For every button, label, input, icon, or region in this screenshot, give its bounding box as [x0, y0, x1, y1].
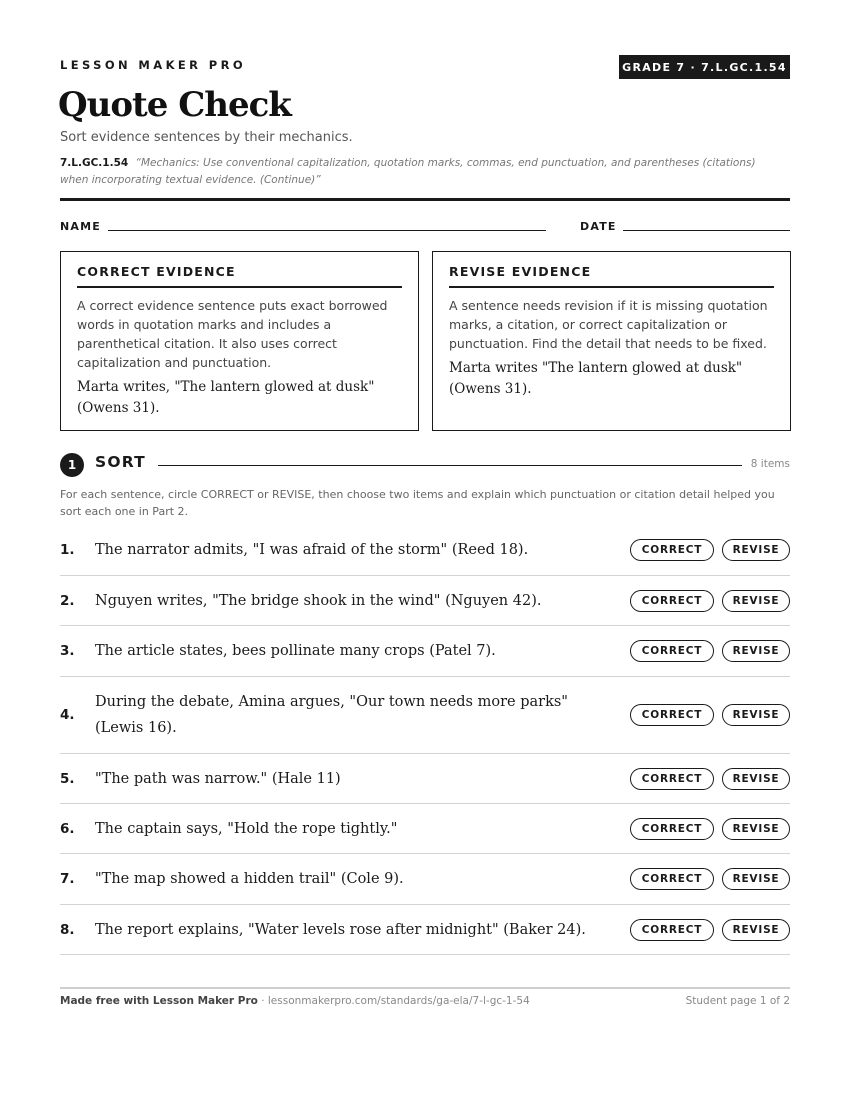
header-divider [60, 198, 790, 201]
item-number: 2. [60, 592, 75, 609]
brand-name: LESSON MAKER PRO [60, 58, 247, 72]
list-item [60, 804, 790, 854]
correct-evidence-box [60, 251, 419, 431]
item-choices [630, 818, 790, 840]
list-item [60, 626, 790, 677]
revise-button[interactable]: REVISE [722, 818, 790, 840]
item-number: 5. [60, 770, 75, 787]
correct-button[interactable]: CORRECT [630, 919, 714, 941]
revise-button[interactable]: REVISE [722, 704, 790, 726]
page-subtitle: Sort evidence sentences by their mechanics. [60, 130, 353, 145]
correct-button[interactable]: CORRECT [630, 818, 714, 840]
correct-button[interactable]: CORRECT [630, 768, 714, 790]
correct-evidence-example: Marta writes, "The lantern glowed at dusk" (Owens 31). [77, 379, 375, 416]
revise-button[interactable]: REVISE [722, 590, 790, 612]
item-sentence: "The path was narrow." (Hale 11) [95, 770, 341, 787]
item-number: 4. [60, 707, 75, 723]
grade-badge: GRADE 7 · 7.L.GC.1.54 [619, 55, 790, 79]
name-label: NAME [60, 220, 101, 233]
sentence-list [60, 525, 790, 955]
item-choices [630, 590, 790, 612]
list-item [60, 905, 790, 955]
item-number: 8. [60, 921, 75, 938]
item-number: 7. [60, 871, 75, 887]
revise-evidence-box [432, 251, 791, 431]
item-choices [630, 640, 790, 662]
item-sentence: "The map showed a hidden trail" (Cole 9). [95, 871, 404, 887]
list-item [60, 576, 790, 626]
list-item [60, 754, 790, 804]
date-label: DATE [580, 220, 617, 233]
item-sentence: The captain says, "Hold the rope tightly." [95, 820, 398, 837]
footer-url[interactable]: · lessonmakerpro.com/standards/ga-ela/7-l-gc-1-54 [261, 995, 530, 1007]
standard-code: 7.L.GC.1.54 [60, 157, 129, 169]
revise-button[interactable]: REVISE [722, 640, 790, 662]
footer-divider [60, 987, 790, 989]
standard-text: “Mechanics: Use conventional capitalization, quotation marks, commas, end punctuation, and parentheses (citations) when incorporating textual evidence. (Continue)” [60, 157, 756, 186]
item-number: 3. [60, 643, 75, 659]
revise-evidence-example: Marta writes "The lantern glowed at dusk" (Owens 31). [449, 360, 743, 397]
section-number-badge: 1 [60, 453, 84, 477]
item-sentence: The report explains, "Water levels rose after midnight" (Baker 24). [95, 921, 586, 938]
item-choices [630, 868, 790, 890]
list-item [60, 525, 790, 576]
item-sentence: The narrator admits, "I was afraid of the storm" (Reed 18). [95, 542, 529, 558]
correct-button[interactable]: CORRECT [630, 704, 714, 726]
revise-evidence-title: REVISE EVIDENCE [449, 264, 774, 288]
revise-button[interactable]: REVISE [722, 919, 790, 941]
item-number: 1. [60, 542, 75, 558]
item-count: 8 items [750, 458, 790, 470]
correct-button[interactable]: CORRECT [630, 640, 714, 662]
item-choices [630, 539, 790, 561]
item-sentence: Nguyen writes, "The bridge shook in the wind" (Nguyen 42). [95, 592, 542, 609]
item-choices [630, 768, 790, 790]
revise-button[interactable]: REVISE [722, 768, 790, 790]
item-choices [630, 704, 790, 726]
section-title: SORT [95, 453, 146, 471]
item-sentence: The article states, bees pollinate many crops (Patel 7). [95, 643, 496, 659]
correct-evidence-title: CORRECT EVIDENCE [77, 264, 402, 288]
page-title: Quote Check [58, 85, 291, 125]
name-field[interactable] [108, 230, 546, 231]
footer-made-with: Made free with Lesson Maker Pro [60, 995, 258, 1007]
section-divider [158, 465, 742, 466]
correct-button[interactable]: CORRECT [630, 868, 714, 890]
correct-button[interactable]: CORRECT [630, 590, 714, 612]
item-sentence: During the debate, Amina argues, "Our town needs more parks" (Lewis 16). [95, 694, 568, 736]
section-instructions: For each sentence, circle CORRECT or REVISE, then choose two items and explain which punctuation or citation detail helped you sort each one in Part 2. [60, 488, 775, 518]
date-field[interactable] [623, 230, 790, 231]
standard-note [60, 155, 760, 188]
correct-evidence-description: A correct evidence sentence puts exact borrowed words in quotation marks and includes a parenthetical citation. It also uses correct capitalization and punctuation. [77, 298, 388, 370]
footer-page-number: Student page 1 of 2 [685, 995, 790, 1007]
revise-button[interactable]: REVISE [722, 868, 790, 890]
item-number: 6. [60, 820, 75, 837]
item-choices [630, 919, 790, 941]
list-item [60, 677, 790, 754]
revise-evidence-description: A sentence needs revision if it is missing quotation marks, a citation, or correct capitalization or punctuation. Find the detail that needs to be fixed. [449, 298, 768, 351]
list-item [60, 854, 790, 905]
footer-credit [60, 995, 530, 1007]
revise-button[interactable]: REVISE [722, 539, 790, 561]
correct-button[interactable]: CORRECT [630, 539, 714, 561]
